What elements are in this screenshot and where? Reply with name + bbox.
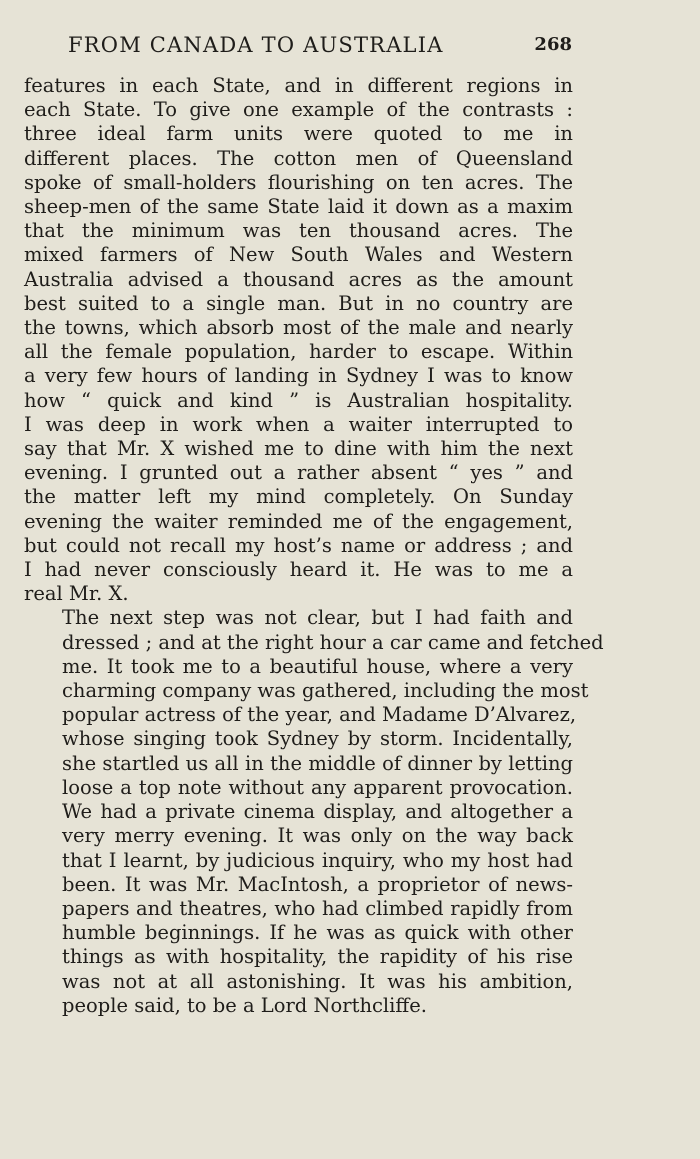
text-line: that the minimum was ten thousand acres. The <box>24 219 573 243</box>
paragraph <box>24 606 604 1017</box>
text-line: We had a private cinema display, and altogether a <box>62 800 573 824</box>
text-line: real Mr. X. <box>24 582 129 606</box>
text-line: spoke of small-holders flourishing on ten acres. The <box>24 170 573 194</box>
text-line: but could not recall my host’s name or address ; and <box>24 533 573 557</box>
text-line: features in each State, and in different regions in <box>24 74 573 97</box>
text-line: say that Mr. X wished me to dine with him the next <box>24 437 573 461</box>
running-head <box>24 30 572 60</box>
text-line: she startled us all in the middle of dinner by letting <box>62 751 573 775</box>
text-line: very merry evening. It was only on the way back <box>62 824 573 848</box>
text-line: three ideal farm units were quoted to me in <box>24 122 573 146</box>
text-line: best suited to a single man. But in no country are <box>24 291 573 315</box>
text-line: mixed farmers of New South Wales and Western <box>24 243 573 267</box>
text-line: the towns, which absorb most of the male and nearly <box>24 316 573 340</box>
text-line: I had never consciously heard it. He was to me a <box>24 558 573 582</box>
text-line: charming company was gathered, including the most <box>62 679 589 703</box>
text-line: each State. To give one example of the contrasts : <box>24 98 573 122</box>
text-line: how “ quick and kind ” is Australian hospitality. <box>24 388 573 412</box>
text-line: papers and theatres, who had climbed rapidly from <box>62 896 573 920</box>
text-line: evening the waiter reminded me of the engagement, <box>24 509 573 533</box>
text-line: whose singing took Sydney by storm. Incidentally, <box>62 727 573 751</box>
text-line: sheep-men of the same State laid it down as a maxim <box>24 195 573 219</box>
text-line: the matter left my mind completely. On Sunday <box>24 485 573 509</box>
text-line: The next step was not clear, but I had faith and <box>62 606 573 630</box>
text-line: humble beginnings. If he was as quick with other <box>62 921 573 945</box>
text-line: I was deep in work when a waiter interrupted to <box>24 412 573 436</box>
text-line: dressed ; and at the right hour a car came and fetched <box>62 630 604 654</box>
text-line: been. It was Mr. MacIntosh, a proprietor of news- <box>62 872 573 896</box>
page-number: 268 <box>534 34 572 55</box>
text-line: loose a top note without any apparent provocation. <box>62 775 573 799</box>
text-line: was not at all astonishing. It was his ambition, <box>62 969 573 993</box>
text-line: Australia advised a thousand acres as the amount <box>24 267 573 291</box>
text-line: different places. The cotton men of Queensland <box>24 146 573 170</box>
running-title: FROM CANADA TO AUSTRALIA <box>68 33 444 57</box>
text-line: evening. I grunted out a rather absent “ yes ” and <box>24 461 573 485</box>
text-line: me. It took me to a beautiful house, where a very <box>62 654 573 678</box>
text-line: things as with hospitality, the rapidity of his rise <box>62 945 573 969</box>
text-line: all the female population, harder to escape. Within <box>24 340 573 364</box>
body-text <box>24 74 604 1018</box>
text-line: people said, to be a Lord Northcliffe. <box>62 993 427 1017</box>
text-line: popular actress of the year, and Madame D’Alvarez, <box>62 703 577 727</box>
text-line: a very few hours of landing in Sydney I was to know <box>24 364 573 388</box>
text-line: that I learnt, by judicious inquiry, who my host had <box>62 848 573 872</box>
paragraph <box>24 74 573 606</box>
